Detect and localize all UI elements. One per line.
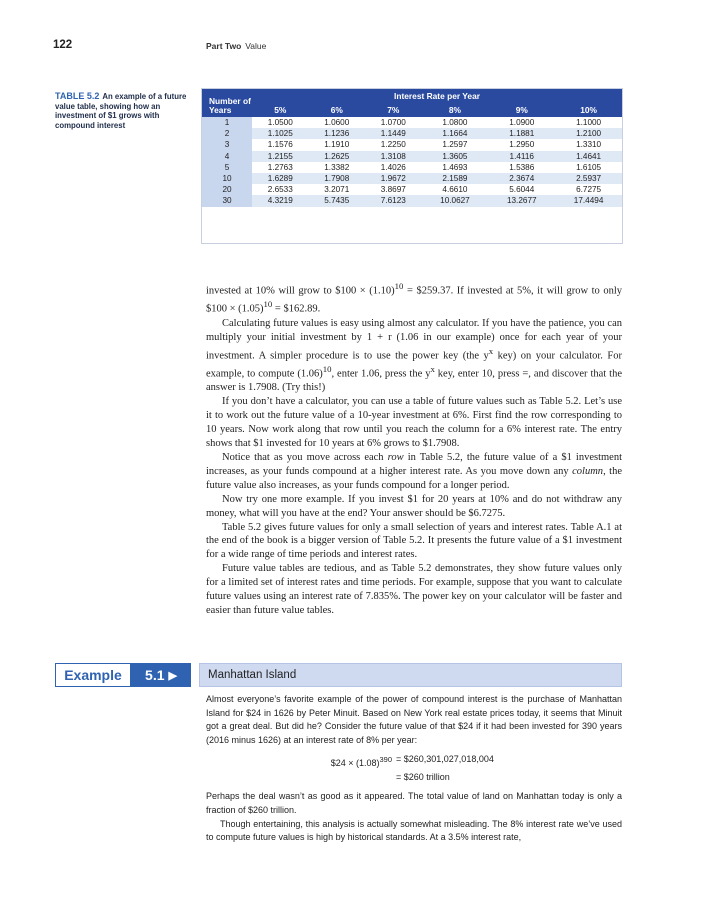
rate-header: 7% <box>365 103 422 117</box>
years-cell: 5 <box>202 162 252 173</box>
value-cell: 1.1576 <box>252 139 309 150</box>
table-row <box>202 195 622 206</box>
text-run: Notice that as you move across each <box>222 451 388 463</box>
years-cell: 1 <box>202 117 252 128</box>
example-title-bar <box>199 663 622 687</box>
value-cell: 1.9672 <box>365 173 422 184</box>
table-caption <box>55 92 195 130</box>
rate-header: 9% <box>488 103 555 117</box>
text-run: invested at 10% will grow to $100 × (1.10) <box>206 285 395 297</box>
italic-text: row <box>387 451 404 463</box>
interest-rate-header: Interest Rate per Year <box>252 89 622 103</box>
table-row <box>202 139 622 150</box>
paragraph <box>206 451 622 493</box>
superscript: x <box>488 345 494 356</box>
equation-rhs: = $260 trillion <box>396 771 450 782</box>
value-cell: 13.2677 <box>488 195 555 206</box>
value-cell: 1.2763 <box>252 162 309 173</box>
paragraph: If you don’t have a calculator, you can use a table of future values such as Table 5.2. Let’s use it to work out the future value of a 10-year investment at 6%. First find the row corresponding to 10 years. Now work along that row until you reach the column for a 6% interest rate. The entry shows that $1 invested for 10 years at 6% grows to $1.7908. <box>206 396 622 450</box>
years-header: Number of Years <box>202 89 252 117</box>
value-cell: 1.1025 <box>252 128 309 139</box>
value-cell: 1.2597 <box>422 139 489 150</box>
value-cell: 5.7435 <box>309 195 366 206</box>
value-cell: 5.6044 <box>488 184 555 195</box>
superscript: 10 <box>322 364 332 375</box>
value-cell: 6.7275 <box>555 184 622 195</box>
value-cell: 1.1449 <box>365 128 422 139</box>
value-cell: 17.4494 <box>555 195 622 206</box>
table-row <box>202 162 622 173</box>
table-row <box>202 184 622 195</box>
superscript: x <box>430 364 435 375</box>
rate-header: 6% <box>309 103 366 117</box>
years-cell: 3 <box>202 139 252 150</box>
example-title: Manhattan Island <box>208 669 297 681</box>
value-cell: 1.3382 <box>309 162 366 173</box>
text-run: key, enter 10, press =, and discover that the answer is 1.7908. (Try this!) <box>206 368 622 394</box>
value-cell: 1.7908 <box>309 173 366 184</box>
years-cell: 30 <box>202 195 252 206</box>
value-cell: 1.1236 <box>309 128 366 139</box>
text-run: = $259.37. If invested at 5%, it will grow to only $100 × (1.05) <box>206 285 622 315</box>
example-text <box>206 693 622 845</box>
value-cell: 1.6105 <box>555 162 622 173</box>
example-label-box <box>55 663 131 687</box>
table-row <box>202 173 622 184</box>
value-cell: 1.0800 <box>422 117 489 128</box>
value-cell: 4.6610 <box>422 184 489 195</box>
table-row <box>202 117 622 128</box>
value-cell: 1.0700 <box>365 117 422 128</box>
value-cell: 1.2950 <box>488 139 555 150</box>
paragraph <box>206 317 622 396</box>
equation-rhs: = $260,301,027,018,004 <box>396 753 494 764</box>
value-cell: 10.0627 <box>422 195 489 206</box>
text-run: key) on your calculator. For example, to compute (1.06) <box>206 350 622 380</box>
value-cell: 1.3108 <box>365 151 422 162</box>
value-cell: 4.3219 <box>252 195 309 206</box>
superscript: 390 <box>379 754 392 764</box>
value-cell: 7.6123 <box>365 195 422 206</box>
table-caption-text: An example of a future value table, showing how an investment of $1 grows with compound interest <box>55 92 187 130</box>
triangle-right-icon: ▶ <box>168 669 177 682</box>
paragraph: Now try one more example. If you invest $1 for 20 years at 10% and do not withdraw any money, what will you have at the end? Your answer should be $6.7275. <box>206 493 622 519</box>
value-cell: 1.1910 <box>309 139 366 150</box>
value-cell: 1.2155 <box>252 151 309 162</box>
equation <box>318 753 622 784</box>
running-head <box>206 41 266 51</box>
superscript: 10 <box>394 281 404 291</box>
value-cell: 2.3674 <box>488 173 555 184</box>
value-cell: 1.6289 <box>252 173 309 184</box>
superscript: 10 <box>263 299 273 310</box>
value-cell: 1.0900 <box>488 117 555 128</box>
paragraph: Table 5.2 gives future values for only a small selection of years and interest rates. Table A.1 at the end of the book is a bigger version of Table 5.2. It presents the future value of a $1 investment for a wide range of time periods and interest rates. <box>206 521 622 561</box>
part-label: Part Two <box>206 41 242 51</box>
value-cell: 1.2250 <box>365 139 422 150</box>
value-cell: 1.1000 <box>555 117 622 128</box>
page-number: 122 <box>53 39 73 51</box>
value-cell: 1.2100 <box>555 128 622 139</box>
value-cell: 1.3310 <box>555 139 622 150</box>
value-cell: 1.4116 <box>488 151 555 162</box>
years-cell: 10 <box>202 173 252 184</box>
value-cell: 2.1589 <box>422 173 489 184</box>
example-paragraph: Though entertaining, this analysis is actually somewhat misleading. The 8% interest rate we’ve used to compute future values is high by historical standards. At a 3.5% interest rate, <box>206 818 622 843</box>
years-cell: 2 <box>202 128 252 139</box>
example-label: Example <box>64 667 122 683</box>
years-cell: 4 <box>202 151 252 162</box>
example-paragraph: Perhaps the deal wasn’t as good as it appeared. The total value of land on Manhattan today is only a fraction of $260 trillion. <box>206 791 622 815</box>
rate-header: 8% <box>422 103 489 117</box>
paragraph: Future value tables are tedious, and as Table 5.2 demonstrates, they show future values only for a limited set of interest rates and time periods. For example, suppose that you want to calculate future values using an interest rate of 7.835%. The power key on your calculator will be faster and easier than future value tables. <box>206 563 622 616</box>
equation-lhs <box>318 753 392 771</box>
example-paragraph: Almost everyone’s favorite example of the power of compound interest is the purchase of Manhattan Island for $24 in 1626 by Peter Minuit. Based on New York real estate prices today, it seems that Minuit got a great deal. But did he? Consider the future value of that $24 if it had been invested for 390 years (2016 minus 1626) at an interest rate of 8% per year: <box>206 694 622 746</box>
example-number: 5.1 <box>145 667 165 683</box>
table-row <box>202 128 622 139</box>
text-run: = $162.89. <box>272 303 321 315</box>
rate-header: 5% <box>252 103 309 117</box>
future-value-table <box>201 88 623 244</box>
value-cell: 1.4641 <box>555 151 622 162</box>
value-cell: 1.5386 <box>488 162 555 173</box>
text-run: , the future value also increases, as your funds compound for a longer period. <box>206 465 623 491</box>
value-cell: 1.4026 <box>365 162 422 173</box>
value-cell: 1.3605 <box>422 151 489 162</box>
paragraph <box>206 280 622 317</box>
value-cell: 3.8697 <box>365 184 422 195</box>
text-run: Calculating future values is easy using almost any calculator. If you have the patience, you can multiply your initial investment by 1 + r (1.06 in our example) once for each year of your investment. A simpler procedure is to use the power key (the y <box>206 317 622 362</box>
value-cell: 1.0600 <box>309 117 366 128</box>
text-run: , enter 1.06, press the y <box>331 368 431 380</box>
value-cell: 1.1881 <box>488 128 555 139</box>
rate-header: 10% <box>555 103 622 117</box>
value-cell: 1.4693 <box>422 162 489 173</box>
value-cell: 1.2625 <box>309 151 366 162</box>
value-cell: 1.1664 <box>422 128 489 139</box>
body-text <box>206 280 622 618</box>
italic-text: column <box>572 465 604 477</box>
example-number-box <box>131 663 191 687</box>
table-row <box>202 151 622 162</box>
part-name: Value <box>245 41 267 51</box>
table-label: TABLE 5.2 <box>55 91 100 101</box>
years-cell: 20 <box>202 184 252 195</box>
value-cell: 3.2071 <box>309 184 366 195</box>
value-cell: 2.6533 <box>252 184 309 195</box>
value-cell: 1.0500 <box>252 117 309 128</box>
value-cell: 2.5937 <box>555 173 622 184</box>
text-run: $24 × (1.08) <box>330 757 380 768</box>
text-run: in Table 5.2, the future value of a $1 investment increases, as your funds compound at a higher interest rate. As you move down any <box>206 451 623 477</box>
